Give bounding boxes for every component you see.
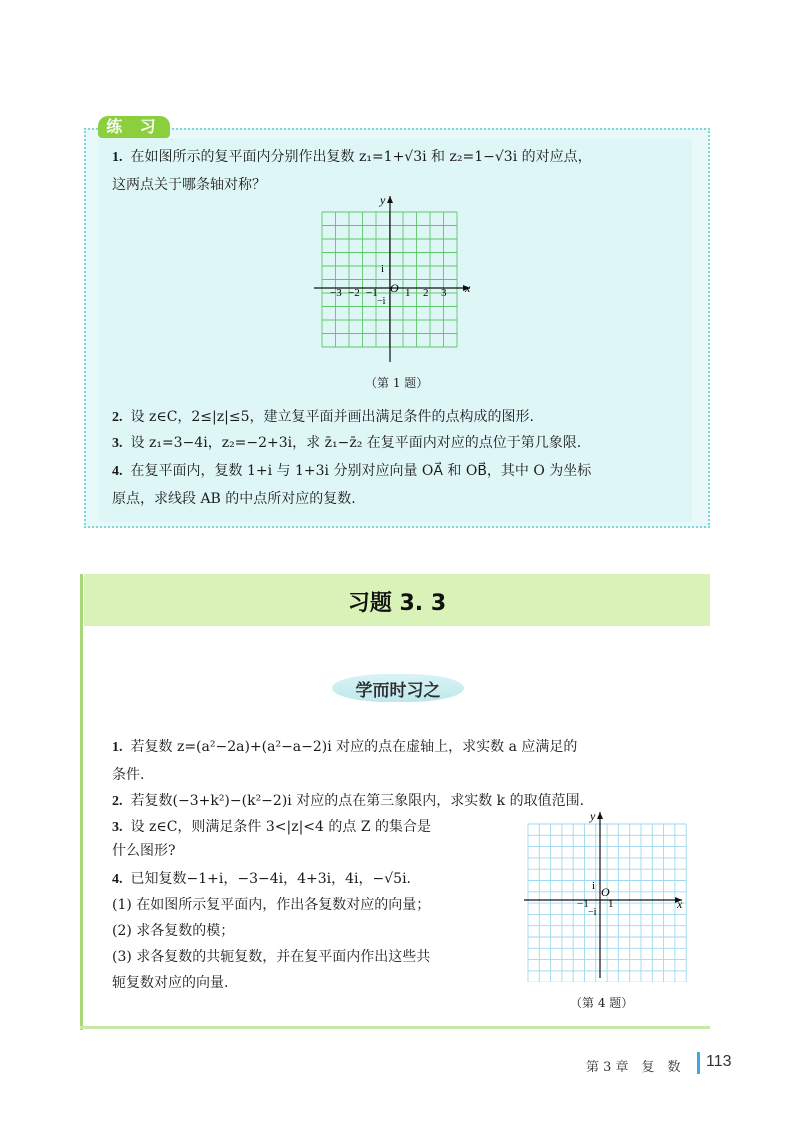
question-text: 设 z∈C，2≤|z|≤5，建立复平面并画出满足条件的点构成的图形.	[130, 409, 534, 425]
x-tick-label: −1	[366, 287, 378, 299]
imaginary-unit-label: i	[381, 263, 385, 275]
practice-question-4-cont	[112, 484, 682, 514]
y-axis-arrow-icon	[597, 812, 603, 819]
question-text: 条件.	[112, 767, 145, 783]
origin-label: O	[601, 885, 610, 899]
exercise-question-4-part-3: (3) 求各复数的共轭复数，并在复平面内作出这些共	[112, 949, 431, 965]
x-tick-label: −1	[577, 898, 589, 910]
question-text: 若复数(−3+k²)−(k²−2)i 对应的点在第三象限内，求实数 k 的取值范围.	[130, 793, 585, 809]
practice-question-3	[112, 428, 682, 459]
question-text: 在复平面内，复数 1+i 与 1+3i 分别对应向量 OA⃗ 和 OB⃗，其中 O 为坐标	[130, 463, 592, 479]
exercise-title: 习题 3. 3	[347, 591, 447, 616]
question-text: 什么图形?	[112, 843, 176, 859]
question-number: 2.	[112, 794, 123, 809]
question-text: 若复数 z=(a²−2a)+(a²−a−2)i 对应的点在虚轴上，求实数 a 应满足的	[130, 739, 578, 755]
question-number: 2.	[112, 410, 123, 425]
question-text: 在如图所示的复平面内分别作出复数 z₁=1+√3i 和 z₂=1−√3i 的对应点，	[130, 149, 592, 165]
practice-question-4	[112, 456, 682, 487]
y-axis-arrow-icon	[387, 196, 393, 203]
exercise-question-4-part-3-cont: 轭复数对应的向量.	[112, 975, 229, 991]
practice-question-1	[112, 142, 682, 173]
question-text: 设 z∈C，则满足条件 3<|z|<4 的点 Z 的集合是	[130, 819, 432, 835]
question-number: 3.	[112, 820, 123, 835]
question-number: 1.	[112, 740, 123, 755]
x-axis-label: x	[465, 281, 471, 295]
origin-label: O	[390, 281, 399, 295]
exercise-question-4-part-1: (1) 在如图所示复平面内，作出各复数对应的向量；	[112, 897, 431, 913]
exercise-question-1	[112, 732, 692, 763]
y-axis-label: y	[590, 809, 596, 823]
x-tick-label: −2	[348, 287, 360, 299]
footer-divider-bar	[697, 1052, 700, 1074]
x-axis-label: x	[677, 897, 683, 911]
question-text: 设 z₁=3−4i，z₂=−2+3i，求 z̄₁−z̄₂ 在复平面内对应的点位于第几象限.	[130, 435, 582, 451]
question-number: 4.	[112, 464, 123, 479]
page-number: 113	[706, 1053, 732, 1070]
question-number: 1.	[112, 150, 123, 165]
question-text: 这两点关于哪条轴对称？	[112, 177, 266, 193]
figure-4-caption: （第 4 题）	[570, 996, 634, 1010]
question-number: 3.	[112, 436, 123, 451]
figure-4-complex-plane	[520, 806, 690, 982]
x-tick-label: 2	[423, 287, 429, 299]
exercise-question-3-cont	[112, 836, 522, 866]
x-tick-label: −3	[330, 287, 342, 299]
question-text: 原点，求线段 AB 的中点所对应的复数.	[112, 491, 356, 507]
study-badge: 学而时习之	[355, 681, 441, 701]
x-tick-label: 3	[441, 287, 447, 299]
figure-1-caption: （第 1 题）	[365, 376, 429, 390]
negative-imaginary-unit-label: −i	[588, 907, 597, 918]
x-tick-label: 1	[608, 898, 614, 910]
question-text: 已知复数−1+i，−3−4i，4+3i，4i，−√5i.	[130, 871, 411, 887]
x-tick-label: 1	[405, 287, 411, 299]
imaginary-unit-label: i	[592, 880, 596, 892]
y-axis-label: y	[380, 193, 386, 207]
practice-tab: 练 习	[98, 116, 170, 138]
question-number: 4.	[112, 872, 123, 887]
exercise-question-4-part-2: (2) 求各复数的模；	[112, 923, 235, 939]
footer-chapter: 第 3 章 复 数	[586, 1060, 681, 1075]
exercise-left-border	[80, 574, 83, 1030]
exercise-bottom-border	[80, 1026, 710, 1029]
figure-1-complex-plane	[310, 192, 480, 368]
negative-imaginary-unit-label: −i	[377, 296, 386, 307]
